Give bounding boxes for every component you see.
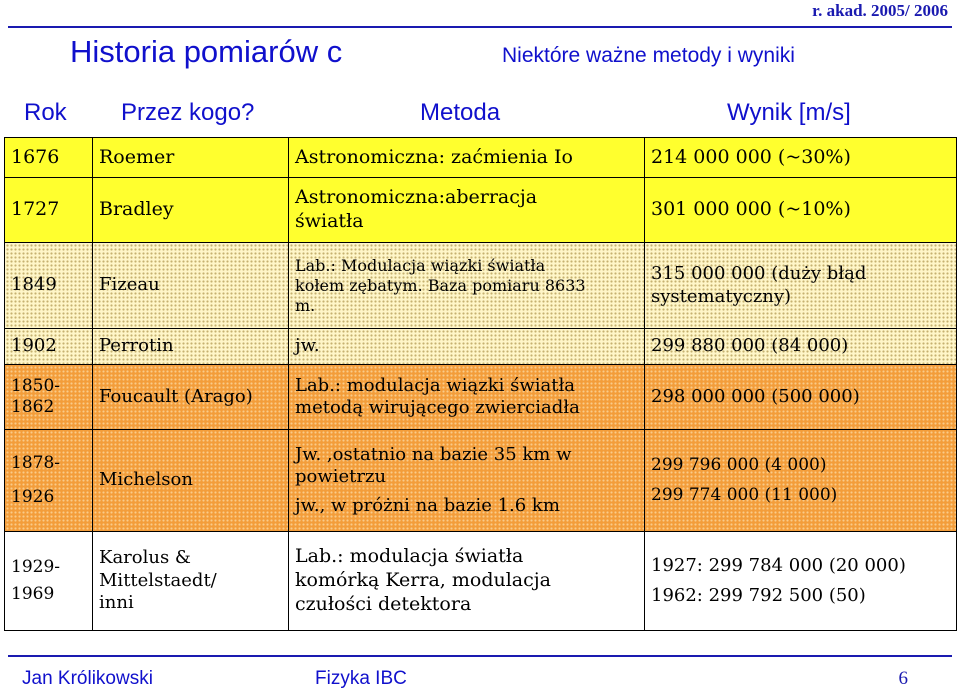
who-cell: Perrotin (93, 329, 289, 365)
table-row (5, 329, 957, 365)
measurements-table (4, 137, 957, 631)
method-cell: Astronomiczna:aberracja światła (289, 178, 645, 243)
result-cell: 315 000 000 (duży błąd systematyczny) (645, 243, 957, 329)
result-cell: 301 000 000 (~10%) (645, 178, 957, 243)
method-cell: Astronomiczna: zaćmienia Io (289, 138, 645, 178)
who-cell: Roemer (93, 138, 289, 178)
method-cell: Lab.: modulacja światła komórką Kerra, modulacja czułości detektora (289, 532, 645, 631)
footer-author: Jan Królikowski (22, 668, 153, 689)
who-cell: Michelson (93, 430, 289, 532)
top-divider (8, 26, 952, 28)
result-cell: 298 000 000 (500 000) (645, 365, 957, 430)
table-row (5, 365, 957, 430)
method-cell: Jw. ,ostatnio na bazie 35 km w powietrzu jw., w próżni na bazie 1.6 km (289, 430, 645, 532)
result-cell: 299 796 000 (4 000) 299 774 000 (11 000) (645, 430, 957, 532)
who-cell: Bradley (93, 178, 289, 243)
page-number: 6 (898, 668, 908, 689)
year-cell: 1878- 1926 (5, 430, 93, 532)
year-cell: 1929- 1969 (5, 532, 93, 631)
slide-subtitle: Niektóre ważne metody i wyniki (502, 44, 795, 67)
slide-title: Historia pomiarów c (70, 34, 343, 69)
year-cell: 1850- 1862 (5, 365, 93, 430)
column-header-who: Przez kogo? (121, 99, 255, 126)
who-cell: Fizeau (93, 243, 289, 329)
method-cell: jw. (289, 329, 645, 365)
who-cell: Karolus & Mittelstaedt/ inni (93, 532, 289, 631)
result-cell: 1927: 299 784 000 (20 000) 1962: 299 792 500 (50) (645, 532, 957, 631)
table-row (5, 178, 957, 243)
year-cell: 1676 (5, 138, 93, 178)
table-row (5, 532, 957, 631)
year-cell: 1727 (5, 178, 93, 243)
bottom-divider (8, 655, 952, 657)
year-cell: 1849 (5, 243, 93, 329)
table-row (5, 243, 957, 329)
column-header-year: Rok (24, 99, 67, 126)
year-cell: 1902 (5, 329, 93, 365)
academic-year-note: r. akad. 2005/ 2006 (812, 1, 948, 20)
method-cell: Lab.: modulacja wiązki światła metodą wirującego zwierciadła (289, 365, 645, 430)
table-row (5, 138, 957, 178)
result-cell: 299 880 000 (84 000) (645, 329, 957, 365)
column-header-method: Metoda (420, 99, 501, 126)
column-header-result: Wynik [m/s] (727, 99, 851, 126)
footer-course: Fizyka IBC (315, 668, 407, 689)
method-cell: Lab.: Modulacja wiązki światła kołem zębatym. Baza pomiaru 8633 m. (289, 243, 645, 329)
result-cell: 214 000 000 (~30%) (645, 138, 957, 178)
table-row (5, 430, 957, 532)
who-cell: Foucault (Arago) (93, 365, 289, 430)
